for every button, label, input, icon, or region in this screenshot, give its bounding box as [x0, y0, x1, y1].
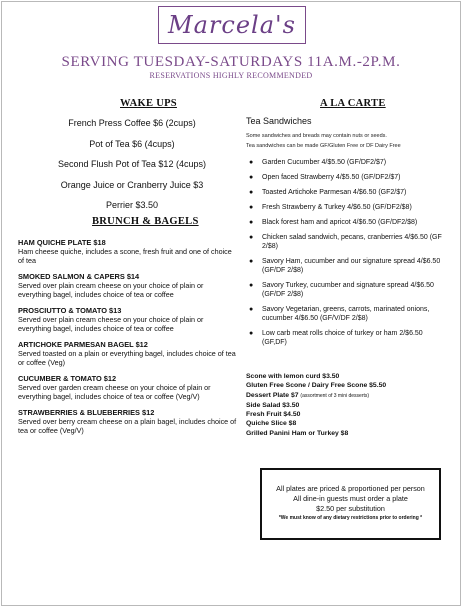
brunch-item — [18, 408, 238, 435]
reservations-note: RESERVATIONS HIGHLY RECOMMENDED — [149, 71, 313, 80]
tea-sandwich-item — [248, 257, 448, 275]
brunch-list — [18, 238, 238, 442]
menu-page — [1, 1, 461, 606]
policy-line: $2.50 per substitution — [316, 504, 385, 513]
tea-sandwich-label: Open faced Strawberry 4/$5.50 (GF/DF2/$7) — [262, 174, 401, 181]
tea-sandwich-list — [248, 158, 448, 353]
bullet-icon: ● — [249, 189, 254, 196]
brunch-item — [18, 272, 238, 299]
tea-sandwiches-title: Tea Sandwiches — [246, 116, 312, 126]
extra-item: Side Salad $3.50 — [246, 401, 300, 409]
brunch-item-title: HAM QUICHE PLATE $18 — [18, 238, 106, 247]
nut-note: Some sandwiches and breads may contain nuts or seeds. — [246, 133, 387, 139]
tea-sandwich-label: Savory Turkey, cucumber and signature spread 4/$6.50 (GF/DF 2/$8) — [262, 282, 434, 298]
tea-sandwich-label: Low carb meat rolls choice of turkey or ham 2/$6.50 (GF,DF) — [262, 330, 423, 346]
logo-text: Marcela's — [168, 11, 296, 39]
tea-sandwich-item — [248, 203, 448, 212]
tea-sandwich-item — [248, 158, 448, 167]
wake-ups-list — [32, 117, 232, 220]
brunch-item — [18, 306, 238, 333]
tea-sandwich-item — [248, 218, 448, 227]
extra-item: Gluten Free Scone / Dairy Free Scone $5.50 — [246, 382, 387, 390]
tea-sandwich-item — [248, 329, 448, 347]
bullet-icon: ● — [249, 159, 254, 166]
gf-df-note: Tea sandwiches can be made GF/Gluten Free or DF Dairy Free — [246, 143, 401, 149]
brunch-item-title: STRAWBERRIES & BLUEBERRIES $12 — [18, 408, 155, 417]
brunch-item-title: SMOKED SALMON & CAPERS $14 — [18, 272, 140, 281]
brunch-item-title: CUCUMBER & TOMATO $12 — [18, 374, 117, 383]
brunch-item-desc: Served toasted on a plain or everything bagel, includes choice of tea or coffee (Veg) — [18, 349, 236, 367]
wake-ups-heading: WAKE UPS — [120, 98, 177, 109]
tea-sandwich-label: Garden Cucumber 4/$5.50 (GF/DF2/$7) — [262, 159, 387, 166]
tea-sandwich-label: Savory Ham, cucumber and our signature spread 4/$6.50 (GF/DF 2/$8) — [262, 258, 441, 274]
brunch-heading: BRUNCH & BAGELS — [92, 216, 199, 227]
extra-item: Grilled Panini Ham or Turkey $8 — [246, 429, 349, 437]
brunch-item-title: ARTICHOKE PARMESAN BAGEL $12 — [18, 340, 148, 349]
extras-list — [246, 372, 386, 438]
serving-hours: SERVING TUESDAY-SATURDAYS 11A.M.-2P.M. — [61, 54, 401, 70]
logo — [158, 6, 306, 44]
tea-sandwich-item — [248, 173, 448, 182]
policy-line: All plates are priced & proportioned per person — [276, 484, 425, 493]
wake-up-item: Second Flush Pot of Tea $12 (4cups) — [58, 159, 206, 169]
tea-sandwich-label: Savory Vegetarian, greens, carrots, marinated onions, cucumber 4/$6.50 (GF/V/DF 2/$8) — [262, 306, 430, 322]
bullet-icon: ● — [249, 174, 254, 181]
brunch-item — [18, 374, 238, 401]
wake-up-item: Orange Juice or Cranberry Juice $3 — [60, 179, 204, 190]
tea-sandwich-item — [248, 305, 448, 323]
wake-up-item: Perrier $3.50 — [105, 200, 159, 210]
wake-up-item: Pot of Tea $6 (4cups) — [89, 138, 175, 149]
a-la-carte-heading: A LA CARTE — [320, 98, 386, 109]
brunch-item — [18, 238, 238, 265]
extra-item-dessert — [246, 391, 386, 401]
bullet-icon: ● — [249, 306, 254, 313]
tea-sandwich-item — [248, 188, 448, 197]
bullet-icon: ● — [249, 219, 254, 226]
dessert-note: (assortment of 3 mini desserts) — [300, 392, 370, 399]
extra-item: Fresh Fruit $4.50 — [246, 411, 301, 419]
tea-sandwich-label: Fresh Strawberry & Turkey 4/$6.50 (GF/DF2/$8) — [262, 204, 412, 211]
bullet-icon: ● — [249, 282, 254, 289]
tea-sandwich-label: Black forest ham and apricot 4/$6.50 (GF/DF2/$8) — [262, 219, 418, 226]
brunch-item-desc: Ham cheese quiche, includes a scone, fresh fruit and one of choice of tea — [18, 247, 232, 265]
tea-sandwich-label: Toasted Artichoke Parmesan 4/$6.50 (GF2/$7) — [262, 189, 407, 196]
bullet-icon: ● — [249, 204, 254, 211]
bullet-icon: ● — [249, 330, 254, 337]
bullet-icon: ● — [249, 258, 254, 265]
brunch-item-title: PROSCIUTTO & TOMATO $13 — [18, 306, 122, 315]
policy-box — [260, 468, 441, 540]
brunch-item — [18, 340, 238, 367]
tea-sandwich-item — [248, 233, 448, 251]
bullet-icon: ● — [249, 234, 254, 241]
tea-sandwich-item — [248, 281, 448, 299]
policy-line: All dine-in guests must order a plate — [293, 494, 408, 503]
dessert-label: Dessert Plate $7 — [246, 391, 299, 399]
extra-item: Scone with lemon curd $3.50 — [246, 373, 340, 380]
brunch-item-desc: Served over plain cream cheese on your choice of plain or everything bagel, includes choice of tea or coffee — [18, 315, 204, 333]
wake-up-item: French Press Coffee $6 (2cups) — [68, 118, 196, 128]
brunch-item-desc: Served over garden cream cheese on your choice of plain or everything bagel, includes choice of tea or coffee (Veg/V) — [18, 383, 211, 401]
brunch-item-desc: Served over plain cream cheese on your choice of plain or everything bagel, includes choice of tea or coffee — [18, 281, 204, 299]
dietary-note: *We must know of any dietary restrictions prior to ordering * — [278, 515, 423, 521]
brunch-item-desc: Served over berry cream cheese on a plain bagel, includes choice of tea or coffee (Veg/V) — [18, 417, 237, 435]
tea-sandwich-label: Chicken salad sandwich, pecans, cranberries 4/$6.50 (GF 2/$8) — [262, 234, 442, 250]
extra-item: Quiche Slice $8 — [246, 420, 297, 428]
